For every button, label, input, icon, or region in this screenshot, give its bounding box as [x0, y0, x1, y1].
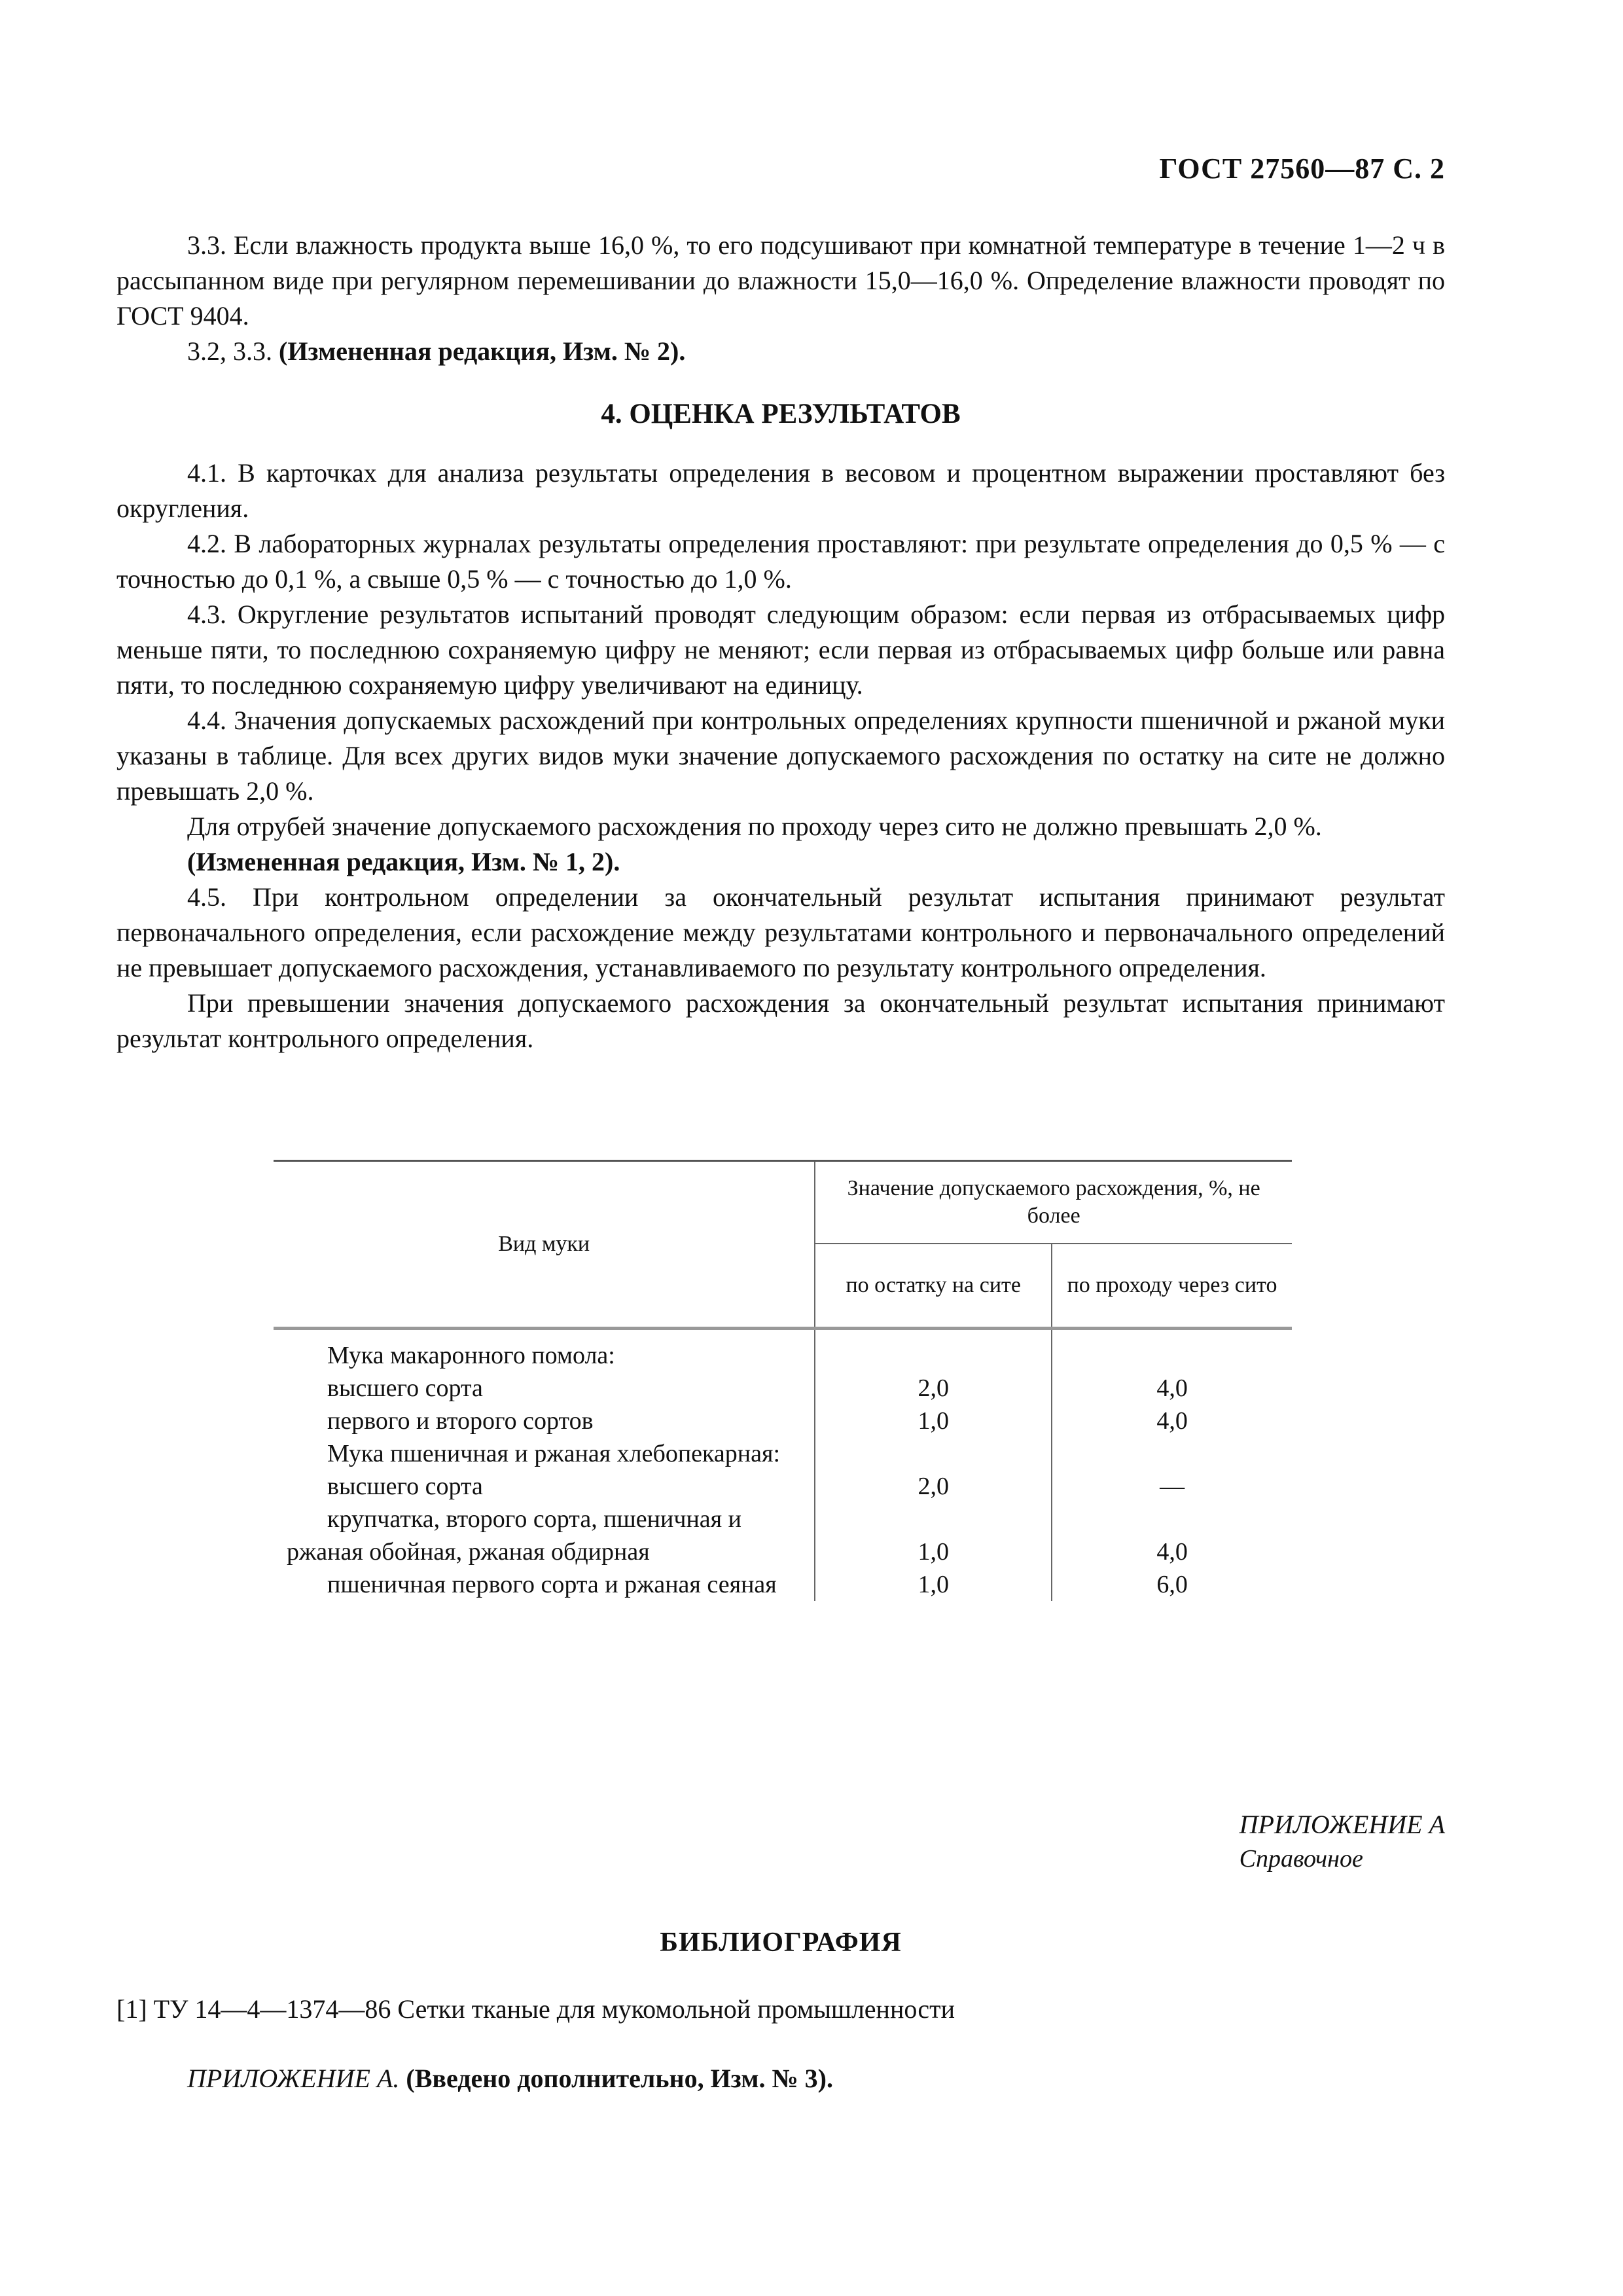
amendment-note-2: (Измененная редакция, Изм. № 1, 2).	[187, 847, 620, 876]
paragraph-4-4-b: Для отрубей значение допускаемого расхождения по проходу через сито не должно превышать 2,0 %.	[187, 812, 1322, 841]
appendix-heading	[1240, 1808, 1445, 1876]
table-row	[274, 1405, 1292, 1437]
row-value-pass: 4,0	[1156, 1374, 1188, 1402]
row-value-residue: 1,0	[815, 1503, 1052, 1568]
page-header: ГОСТ 27560—87 С. 2	[1159, 152, 1445, 185]
amendment-bold: (Измененная редакция, Изм. № 2).	[279, 336, 686, 366]
row-value-pass: 4,0	[1156, 1538, 1188, 1566]
row-name: Мука макаронного помола:	[327, 1342, 615, 1369]
row-name: первого и второго сортов	[327, 1407, 594, 1435]
paragraph-4-3: 4.3. Округление результатов испытаний проводят следующим образом: если первая из отбрасываемых цифр меньше пяти, то последнюю сохраняемую цифру не меняют; если первая из отбрасываемых цифр больше или равна пяти, то последнюю сохраняемую цифру увеличивают на единицу.	[116, 600, 1445, 700]
table-row	[274, 1329, 1292, 1372]
main-text	[116, 228, 1445, 1056]
bibliography-item: [1] ТУ 14—4—1374—86 Сетки тканые для мукомольной промышленности	[116, 1994, 955, 2024]
appendix-note-ref: ПРИЛОЖЕНИЕ А.	[187, 2064, 400, 2093]
paragraph-4-5: 4.5. При контрольном определении за окончательный результат испытания принимают результат первоначального определения, если расхождение между результатами контрольного и первоначального определений не превышает допускаемого расхождения, устанавливаемого по результату контрольного определения.	[116, 882, 1445, 982]
tolerance-table	[274, 1160, 1292, 1601]
appendix-type: Справочное	[1239, 1845, 1363, 1873]
row-name: пшеничная первого сорта и ржаная сеяная	[327, 1571, 777, 1598]
row-name: высшего сорта	[327, 1473, 483, 1500]
table-row	[274, 1470, 1292, 1503]
row-value-residue: 1,0	[815, 1405, 1052, 1437]
table-header-flour-type: Вид муки	[274, 1161, 815, 1329]
row-value-pass: 4,0	[1156, 1407, 1188, 1435]
row-value-residue: 2,0	[815, 1372, 1052, 1405]
amendment-ref: 3.2, 3.3.	[187, 336, 272, 366]
row-value-pass	[1052, 1329, 1292, 1372]
paragraph-4-4: 4.4. Значения допускаемых расхождений при контрольных определениях крупности пшеничной и ржаной муки указаны в таблице. Для всех других видов муки значение допускаемого расхождения по остатку на сите не должно превышать 2,0 %.	[116, 706, 1445, 806]
table-row	[274, 1568, 1292, 1601]
table-header-residue: по остатку на сите	[815, 1244, 1052, 1329]
row-value-residue	[815, 1437, 1052, 1470]
appendix-note-bold: (Введено дополнительно, Изм. № 3).	[406, 2064, 833, 2093]
row-value-residue: 1,0	[815, 1568, 1052, 1601]
table-row	[274, 1503, 1292, 1568]
row-value-residue: 2,0	[815, 1470, 1052, 1503]
row-value-pass	[1052, 1437, 1292, 1470]
paragraph-4-2: 4.2. В лабораторных журналах результаты определения проставляют: при результате определения до 0,5 % — с точностью до 0,1 %, а свыше 0,5 % — с точностью до 1,0 %.	[116, 529, 1445, 594]
paragraph-4-1: 4.1. В карточках для анализа результаты определения в весовом и процентном выражении проставляют без округления.	[116, 458, 1445, 523]
table-row	[274, 1437, 1292, 1470]
appendix-note	[187, 2063, 833, 2094]
row-value-residue	[815, 1329, 1052, 1372]
appendix-title: ПРИЛОЖЕНИЕ А	[1239, 1810, 1445, 1839]
row-name: высшего сорта	[327, 1374, 483, 1402]
paragraph-4-5-b: При превышении значения допускаемого расхождения за окончательный результат испытания принимают результат контрольного определения.	[116, 988, 1445, 1053]
row-name: Мука пшеничная и ржаная хлебопекарная:	[327, 1440, 781, 1467]
bibliography-title: БИБЛИОГРАФИЯ	[660, 1928, 902, 1958]
amendment-note-1	[116, 334, 1445, 369]
row-value-pass: —	[1160, 1473, 1185, 1500]
row-name: крупчатка, второго сорта, пшеничная и ржаная обойная, ржаная обдирная	[287, 1505, 741, 1566]
table-row	[274, 1372, 1292, 1405]
table-header-tolerance: Значение допускаемого расхождения, %, не более	[815, 1161, 1292, 1244]
row-value-pass: 6,0	[1156, 1571, 1188, 1598]
paragraph-3-3: 3.3. Если влажность продукта выше 16,0 %, то его подсушивают при комнатной температуре в течение 1—2 ч в рассыпанном виде при регулярном перемешивании до влажности 15,0—16,0 %. Определение влажности проводят по ГОСТ 9404.	[116, 230, 1445, 331]
section-title: 4. ОЦЕНКА РЕЗУЛЬТАТОВ	[601, 399, 961, 429]
table-header-pass: по проходу через сито	[1052, 1244, 1292, 1329]
